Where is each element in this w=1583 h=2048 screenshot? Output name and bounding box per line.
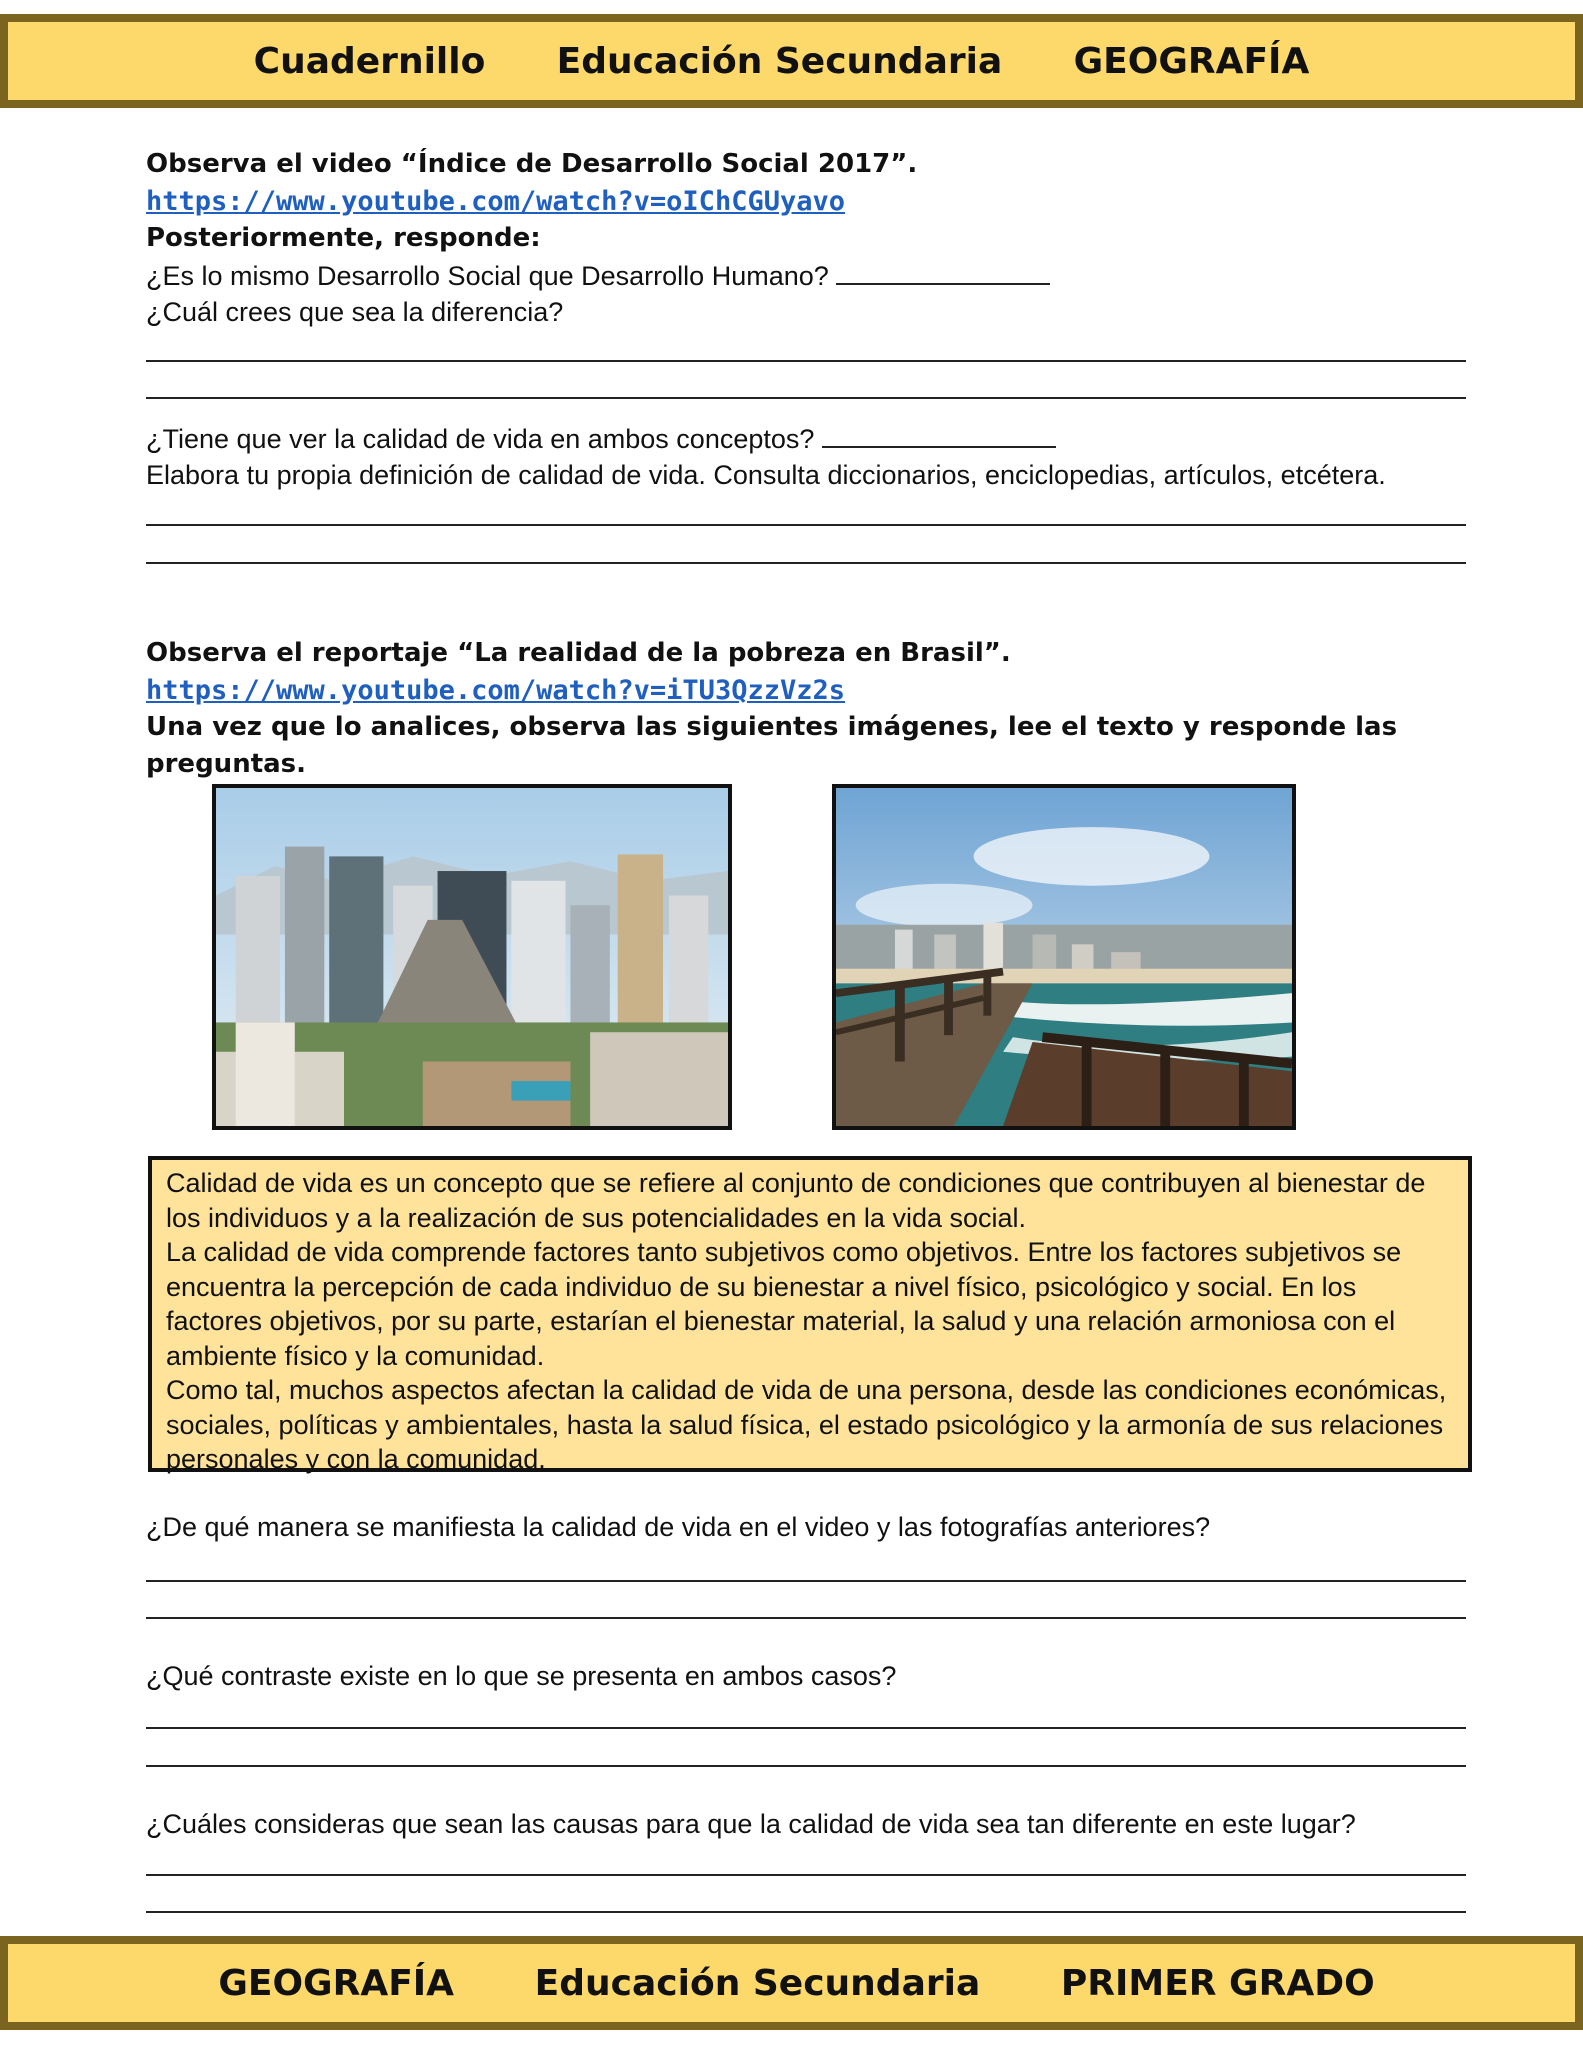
section-2-instruction-2: preguntas.: [146, 749, 307, 779]
section-1-instruction: Posteriormente, responde:: [146, 223, 541, 253]
question-3: ¿Tiene que ver la calidad de vida en ambos conceptos?: [146, 424, 815, 454]
answer-line[interactable]: [146, 1911, 1466, 1913]
section-1-title: Observa el video “Índice de Desarrollo Social 2017”.: [146, 149, 918, 179]
footer-band: [0, 1936, 1583, 2030]
answer-line[interactable]: [146, 360, 1466, 362]
footer-center: Educación Secundaria: [534, 1962, 981, 2004]
video-link-2[interactable]: https://www.youtube.com/watch?v=iTU3QzzVz2s: [146, 675, 845, 706]
question-2: ¿Cuál crees que sea la diferencia?: [146, 297, 564, 327]
question-6: ¿Qué contraste existe en lo que se presenta en ambos casos?: [146, 1661, 897, 1691]
header-left: Cuadernillo: [253, 40, 486, 82]
city-skyline-photo: [212, 784, 732, 1130]
infobox-paragraph-2: La calidad de vida comprende factores tanto subjetivos como objetivos. Entre los factores subjetivos se encuentra la percepción de cada individuo de su bienestar a nivel físico, psicológico y social. En los factores objetivos, por su parte, estarían el bienestar material, la salud y una relación armoniosa con el ambiente físico y la comunidad.: [166, 1237, 1402, 1371]
beach-boardwalk-photo: [832, 784, 1296, 1130]
footer-right: PRIMER GRADO: [1060, 1962, 1375, 2004]
question-6-block: [146, 1658, 1471, 1695]
footer-left: GEOGRAFÍA: [218, 1962, 455, 2004]
answer-line[interactable]: [146, 1617, 1466, 1619]
question-5: ¿De qué manera se manifiesta la calidad de vida en el video y las fotografías anteriores?: [146, 1512, 1211, 1542]
section-1: [146, 146, 1471, 331]
question-1: ¿Es lo mismo Desarrollo Social que Desarrollo Humano?: [146, 261, 829, 291]
section-1-continued: [146, 420, 1471, 494]
header-band: [0, 14, 1583, 108]
answer-blank-1[interactable]: [836, 257, 1050, 285]
answer-line[interactable]: [146, 524, 1466, 526]
answer-line[interactable]: [146, 397, 1466, 399]
section-2-title: Observa el reportaje “La realidad de la pobreza en Brasil”.: [146, 638, 1011, 668]
question-7-block: [146, 1806, 1471, 1843]
answer-line[interactable]: [146, 1765, 1466, 1767]
header-center: Educación Secundaria: [556, 40, 1003, 82]
answer-line[interactable]: [146, 1580, 1466, 1582]
infobox-paragraph-1: Calidad de vida es un concepto que se refiere al conjunto de condiciones que contribuyen al bienestar de los individuos y a la realización de sus potencialidades en la vida social.: [166, 1168, 1426, 1233]
header-right: GEOGRAFÍA: [1073, 40, 1310, 82]
answer-line[interactable]: [146, 1874, 1466, 1876]
section-2-instruction-1: Una vez que lo analices, observa las siguientes imágenes, lee el texto y responde las: [146, 712, 1398, 742]
quality-of-life-infobox: [148, 1156, 1472, 1472]
answer-line[interactable]: [146, 562, 1466, 564]
question-4: Elabora tu propia definición de calidad de vida. Consulta diccionarios, enciclopedias, artículos, etcétera.: [146, 460, 1386, 490]
question-5-block: [146, 1509, 1471, 1546]
infobox-paragraph-3: Como tal, muchos aspectos afectan la calidad de vida de una persona, desde las condiciones económicas, sociales, políticas y ambientales, hasta la salud física, el estado psicológico y la armonía de sus relaciones personales y con la comunidad.: [166, 1375, 1447, 1474]
answer-blank-3[interactable]: [822, 420, 1056, 448]
question-7: ¿Cuáles consideras que sean las causas para que la calidad de vida sea tan diferente en este lugar?: [146, 1809, 1356, 1839]
video-link-1[interactable]: https://www.youtube.com/watch?v=oIChCGUyavo: [146, 186, 845, 217]
answer-line[interactable]: [146, 1727, 1466, 1729]
section-2: [146, 635, 1471, 783]
